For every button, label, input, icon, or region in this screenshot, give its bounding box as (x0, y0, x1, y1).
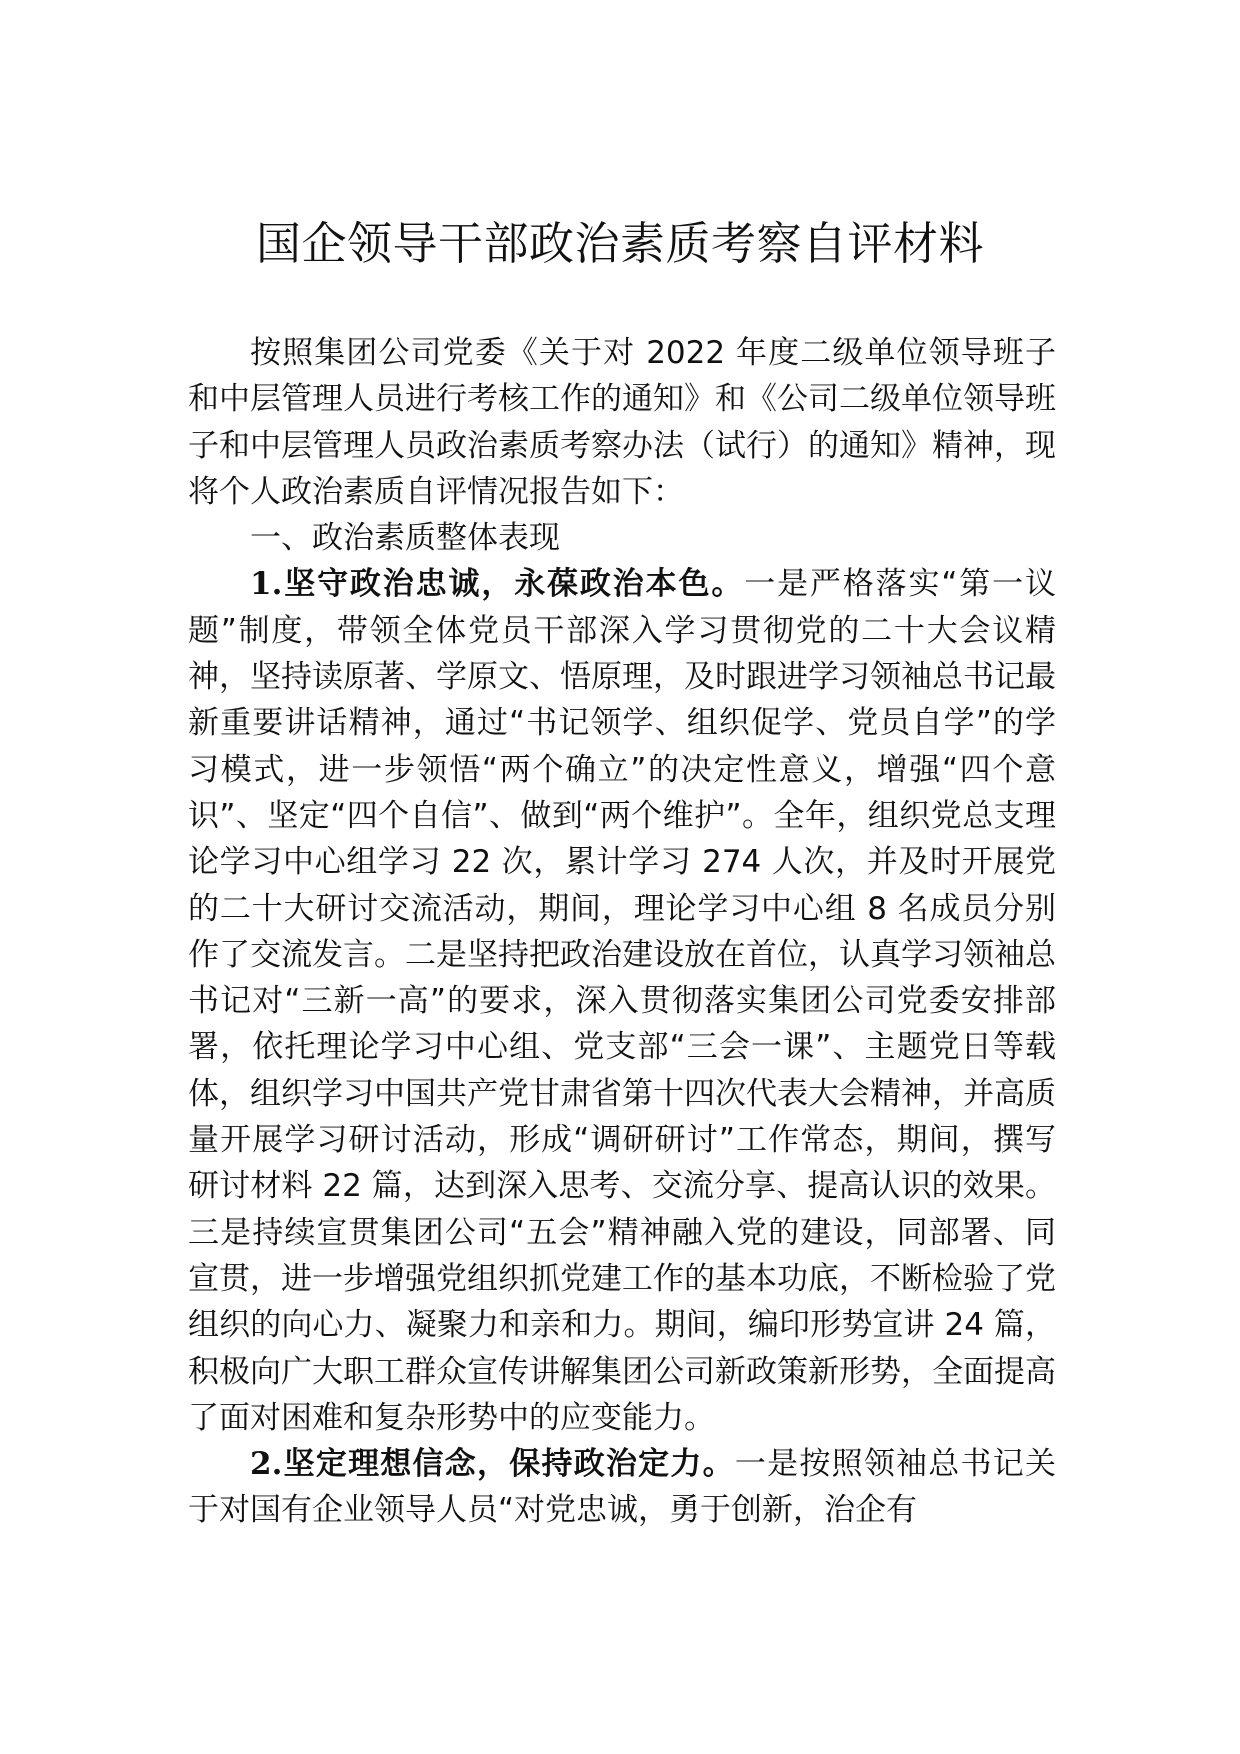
intro-paragraph: 按照集团公司党委《关于对 2022 年度二级单位领导班子和中层管理人员进行考核工作的通知》和《公司二级单位领导班子和中层管理人员政治素质考察办法（试行）的通知》精神，现将个人政治素质自评情况报告如下： (188, 335, 1056, 510)
item-lead-2: 2.坚定理想信念，保持政治定力。 (250, 1446, 735, 1483)
item-lead-1: 1.坚守政治忠诚，永葆政治本色。 (250, 566, 745, 603)
item-text-2: 一是按照领袖总书记关于对国有企业领导人员“对党忠诚，勇于创新，治企有 (188, 1446, 1056, 1529)
document-title: 国企领导干部政治素质考察自评材料 (255, 217, 984, 270)
item-paragraph-2 (188, 1441, 1056, 1534)
item-text-1: 一是严格落实“第一议题”制度，带领全体党员干部深入学习贯彻党的二十大会议精神，坚持读原著、学原文、悟原理，及时跟进学习领袖总书记最新重要讲话精神，通过“书记领学、组织促学、党员自学”的学习模式，进一步领悟“两个确立”的决定性意义，增强“四个意识”、坚定“四个自信”、做到“两个维护”。全年，组织党总支理论学习中心组学习 22 次，累计学习 274 人次，并及时开展党的二十大研讨交流活动，期间，理论学习中心组 8 名成员分别作了交流发言。二是坚持把政治建设放在首位，认真学习领袖总书记对“三新一高”的要求，深入贯彻落实集团公司党委安排部署，依托理论学习中心组、党支部“三会一课”、主题党日等载体，组织学习中国共产党甘肃省第十四次代表大会精神，并高质量开展学习研讨活动，形成“调研研讨”工作常态，期间，撰写研讨材料 22 篇，达到深入思考、交流分享、提高认识的效果。三是持续宣贯集团公司“五会”精神融入党的建设，同部署、同宣贯，进一步增强党组织抓党建工作的基本功底，不断检验了党组织的向心力、凝聚力和亲和力。期间，编印形势宣讲 24 篇，积极向广大职工群众宣传讲解集团公司新政策新形势，全面提高了面对困难和复杂形势中的应变能力。 (188, 566, 1056, 1436)
item-paragraph-1 (188, 561, 1056, 1441)
document-body (188, 330, 1056, 1534)
section-heading: 一、政治素质整体表现 (250, 520, 560, 557)
